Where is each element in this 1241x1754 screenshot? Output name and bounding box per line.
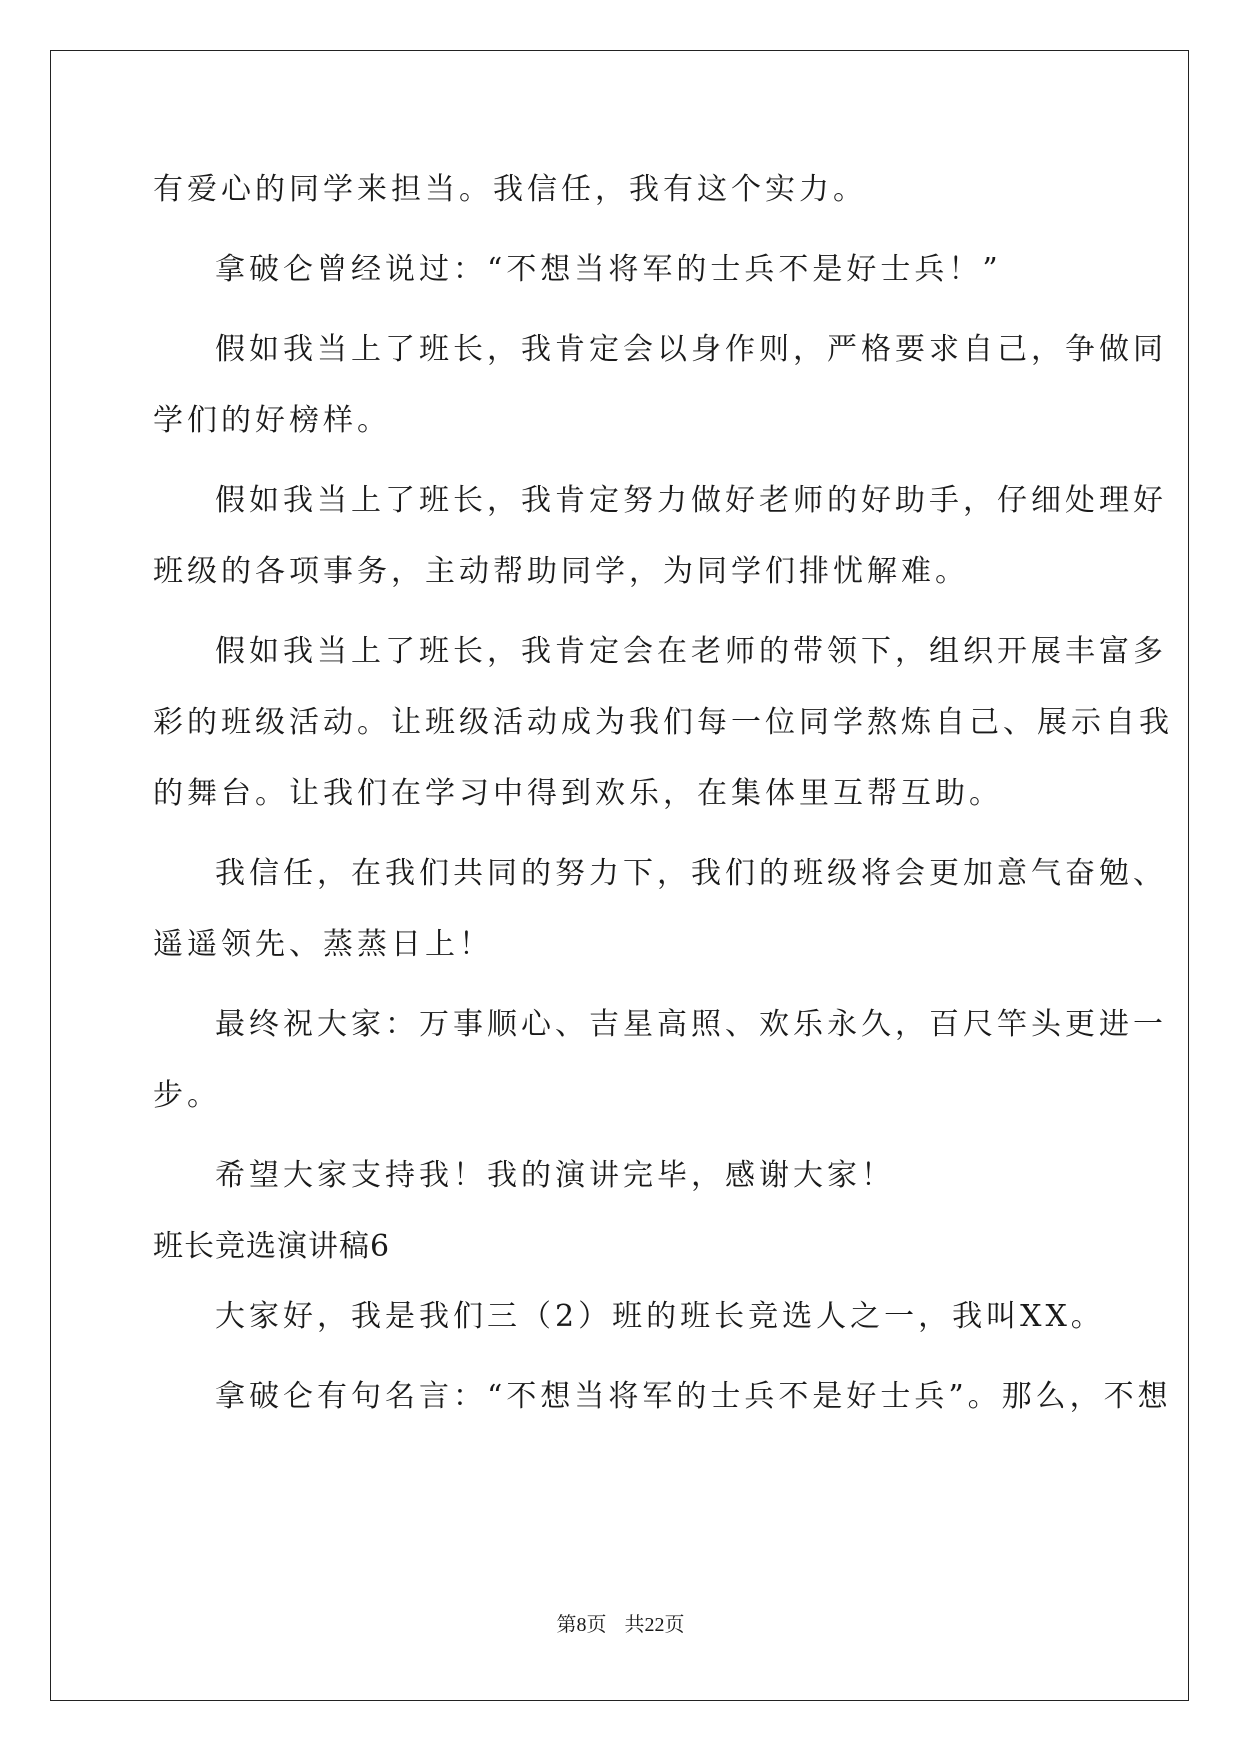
text-line: 的舞台。让我们在学习中得到欢乐，在集体里互帮互助。 (153, 776, 1003, 811)
text-line: 遥遥领先、蒸蒸日上！ (153, 927, 493, 962)
text-line: 学们的好榜样。 (153, 403, 391, 438)
text-line: 希望大家支持我！我的演讲完毕，感谢大家！ (215, 1158, 895, 1193)
page-total: 共22页 (624, 1614, 685, 1636)
section-heading: 班长竞选演讲稿6 (153, 1229, 391, 1264)
text-line: 大家好，我是我们三（2）班的班长竞选人之一，我叫XX。 (215, 1299, 1105, 1334)
text-line: 假如我当上了班长，我肯定会以身作则，严格要求自己，争做同 (215, 332, 1167, 367)
text-line: 有爱心的同学来担当。我信任，我有这个实力。 (153, 172, 867, 207)
text-line: 彩的班级活动。让班级活动成为我们每一位同学熬炼自己、展示自我 (153, 705, 1173, 740)
text-line: 假如我当上了班长，我肯定努力做好老师的好助手，仔细处理好 (215, 483, 1167, 518)
text-line: 拿破仑曾经说过：“不想当将军的士兵不是好士兵！” (215, 252, 1002, 287)
text-line: 最终祝大家：万事顺心、吉星高照、欢乐永久，百尺竿头更进一 (215, 1007, 1167, 1042)
text-line: 班级的各项事务，主动帮助同学，为同学们排忧解难。 (153, 554, 969, 589)
text-line: 拿破仑有句名言：“不想当将军的士兵不是好士兵”。那么，不想 (215, 1379, 1172, 1414)
text-line: 假如我当上了班长，我肯定会在老师的带领下，组织开展丰富多 (215, 634, 1167, 669)
page-footer (0, 1611, 1241, 1639)
text-line: 步。 (153, 1078, 221, 1113)
text-line: 我信任，在我们共同的努力下，我们的班级将会更加意气奋勉、 (215, 856, 1167, 891)
page-number: 第8页 (556, 1614, 607, 1636)
